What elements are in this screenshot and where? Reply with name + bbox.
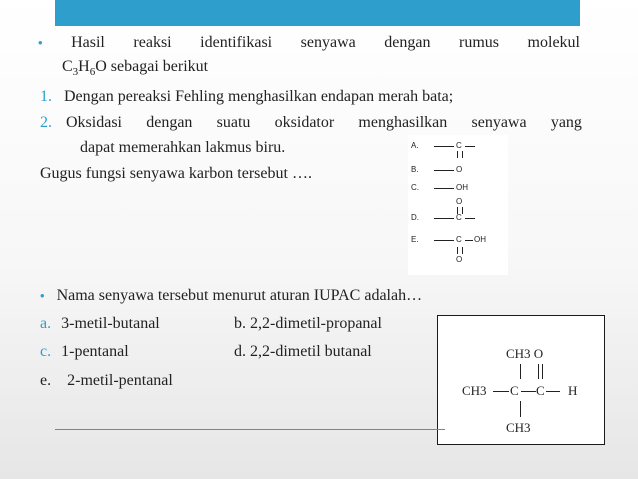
answer-d: d. 2,2-dimetil butanal	[234, 343, 372, 360]
question-functional-group: Gugus fungsi senyawa karbon tersebut ….	[40, 165, 312, 182]
molecular-formula: $C_3H_6O$ sebagai berikut	[62, 58, 209, 79]
bullet-icon: •	[38, 35, 43, 50]
structure-right-group: H	[568, 383, 578, 398]
question-iupac-name: • Nama senyawa tersebut menurut aturan IUPAC adalah…	[40, 287, 423, 304]
structure-carbon-1: C	[510, 383, 519, 398]
statement-line-1	[38, 33, 580, 53]
option-a: A. C	[408, 137, 508, 155]
bottom-accent-line	[55, 429, 445, 430]
word: rumus	[459, 34, 500, 51]
word: identifikasi	[200, 34, 273, 51]
answer-b: b. 2,2-dimetil-propanal	[234, 315, 382, 332]
option-d: O D. C	[408, 197, 508, 227]
word: dengan	[384, 34, 431, 51]
structure-left-group: CH3	[462, 383, 487, 398]
answer-row-3: e. 2-metil-pentanal	[40, 372, 173, 389]
functional-group-options-image	[408, 135, 508, 275]
list-item-2-continuation: dapat memerahkan lakmus biru.	[80, 139, 286, 156]
answer-row-1: a. 3-metil-butanal	[40, 315, 160, 332]
list-number: 2.	[40, 114, 52, 131]
word: senyawa	[300, 34, 356, 51]
structure-carbon-2: C	[536, 383, 545, 398]
list-item-1	[40, 87, 453, 107]
bullet-icon: •	[40, 288, 45, 303]
word: molekul	[527, 34, 580, 51]
list-item-text: Dengan pereaksi Fehling menghasilkan endapan merah bata;	[64, 88, 454, 105]
word: Hasil	[71, 34, 105, 51]
option-b: B. O	[411, 165, 463, 174]
list-number: 1.	[40, 88, 52, 105]
structural-formula-box	[437, 315, 605, 445]
list-item-2-text: Oksidasi dengan suatu oksidator menghasilkan senyawa yang	[66, 114, 582, 131]
structure-top-label: CH3 O	[506, 346, 544, 361]
answer-row-2: c. 1-pentanal	[40, 343, 129, 360]
option-c: C. OH	[411, 183, 468, 192]
option-e: E. C OH O	[411, 235, 486, 264]
structure-bottom-group: CH3	[506, 420, 531, 435]
title-bar-accent	[55, 0, 580, 26]
word: reaksi	[133, 34, 172, 51]
list-item-2	[40, 113, 52, 133]
